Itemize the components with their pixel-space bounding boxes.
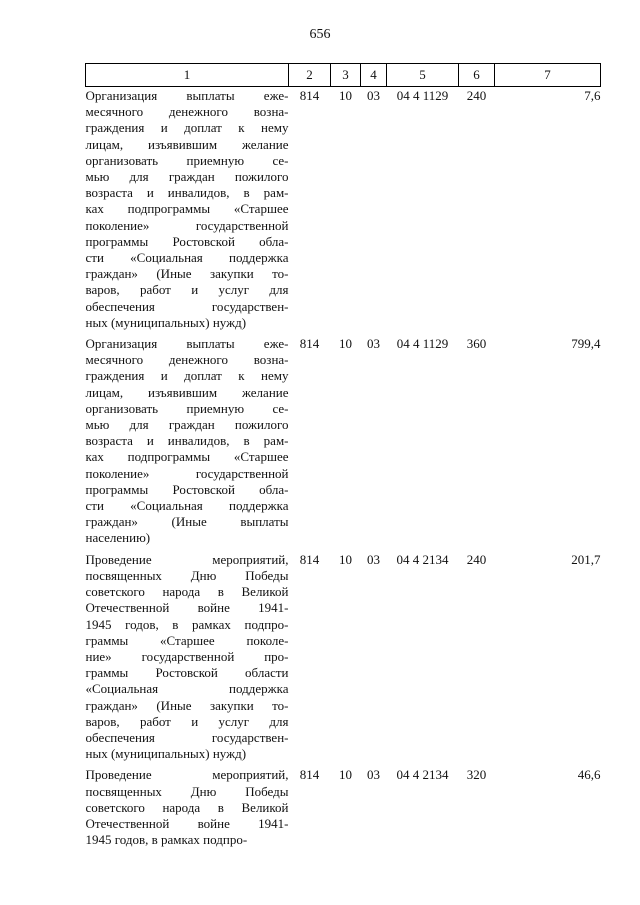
row-description <box>86 335 289 551</box>
header-col-3: 3 <box>331 64 361 87</box>
description-line: населению) <box>85 530 151 546</box>
description-line: граждан» (Иные закупки то- <box>85 697 289 713</box>
description-line: лицам, изъявившим желание <box>85 384 289 400</box>
description-line: 1945 годов, в рамках подпро- <box>85 832 248 848</box>
header-col-2: 2 <box>289 64 331 87</box>
cell-section: 10 <box>339 767 352 783</box>
description-line: Организация выплаты еже- <box>85 336 289 352</box>
cell-amount: 46,6 <box>577 767 601 783</box>
cell-target-article: 04 4 2134 <box>396 767 449 783</box>
description-line: Проведение мероприятий, <box>85 551 289 567</box>
description-line: организовать приемную се- <box>85 152 289 168</box>
cell-expense-type: 320 <box>466 767 487 783</box>
description-line: посвященных Дню Победы <box>85 783 289 799</box>
table-row <box>86 766 601 852</box>
description-line: Отечественной войне 1941- <box>85 815 289 831</box>
cell-code-admin: 814 <box>299 88 320 103</box>
cell-subsection: 03 <box>367 767 380 783</box>
header-col-7: 7 <box>495 64 601 87</box>
description-line: граммы «Старшее поколе- <box>85 632 289 648</box>
cell-target-article: 04 4 1129 <box>396 88 449 103</box>
header-col-6: 6 <box>459 64 495 87</box>
description-line: организовать приемную се- <box>85 400 289 416</box>
description-line: варов, работ и услуг для <box>85 282 289 298</box>
page-number: 656 <box>309 27 331 42</box>
description-line: возраста и инвалидов, в рам- <box>85 185 289 201</box>
description-line: граммы Ростовской области <box>85 665 289 681</box>
description-line: граждан» (Иные выплаты <box>85 514 289 530</box>
description-line: программы Ростовской обла- <box>85 481 289 497</box>
cell-section: 10 <box>339 336 352 352</box>
description-line: программы Ростовской обла- <box>85 233 289 249</box>
cell-subsection: 03 <box>367 88 380 103</box>
cell-expense-type: 240 <box>466 551 487 567</box>
description-line: варов, работ и услуг для <box>85 713 289 729</box>
description-line: 1945 годов, в рамках подпро- <box>85 616 289 632</box>
description-line: граждения и доплат к нему <box>85 368 289 384</box>
description-line: ных (муниципальных) нужд) <box>85 746 247 762</box>
description-line: «Социальная поддержка <box>85 681 289 697</box>
description-line: месячного денежного возна- <box>85 352 289 368</box>
description-line: возраста и инвалидов, в рам- <box>85 433 289 449</box>
header-col-1: 1 <box>86 64 289 87</box>
description-line: Проведение мероприятий, <box>85 767 289 783</box>
description-line: посвященных Дню Победы <box>85 567 289 583</box>
budget-table <box>85 63 601 852</box>
description-line: Организация выплаты еже- <box>85 88 289 103</box>
cell-amount: 7,6 <box>584 88 601 103</box>
cell-expense-type: 240 <box>466 88 487 103</box>
header-col-5: 5 <box>387 64 459 87</box>
table-row <box>86 551 601 767</box>
description-line: ках подпрограммы «Старшее <box>85 449 289 465</box>
description-line: граждения и доплат к нему <box>85 120 289 136</box>
description-line: советского народа в Великой <box>85 799 289 815</box>
cell-amount: 201,7 <box>571 551 601 567</box>
table-row <box>86 335 601 551</box>
header-col-4: 4 <box>361 64 387 87</box>
description-line: мью для граждан пожилого <box>85 417 289 433</box>
row-description <box>86 87 289 336</box>
description-line: обеспечения государствен- <box>85 729 289 745</box>
cell-section: 10 <box>339 551 352 567</box>
cell-subsection: 03 <box>367 336 380 352</box>
description-line: поколение» государственной <box>85 217 289 233</box>
cell-subsection: 03 <box>367 551 380 567</box>
row-description <box>86 766 289 852</box>
description-line: сти «Социальная поддержка <box>85 250 289 266</box>
description-line: Отечественной войне 1941- <box>85 600 289 616</box>
description-line: лицам, изъявившим желание <box>85 136 289 152</box>
cell-code-admin: 814 <box>299 336 320 352</box>
table-row <box>86 87 601 336</box>
description-line: обеспечения государствен- <box>85 298 289 314</box>
cell-section: 10 <box>339 88 352 103</box>
description-line: граждан» (Иные закупки то- <box>85 266 289 282</box>
description-line: ние» государственной про- <box>85 648 289 664</box>
cell-code-admin: 814 <box>299 767 320 783</box>
cell-amount: 799,4 <box>571 336 601 352</box>
description-line: ных (муниципальных) нужд) <box>85 314 247 330</box>
description-line: сти «Социальная поддержка <box>85 498 289 514</box>
cell-code-admin: 814 <box>299 551 320 567</box>
description-line: ках подпрограммы «Старшее <box>85 201 289 217</box>
cell-target-article: 04 4 1129 <box>396 336 449 352</box>
description-line: поколение» государственной <box>85 465 289 481</box>
header-row <box>86 64 601 87</box>
row-description <box>86 551 289 767</box>
description-line: советского народа в Великой <box>85 584 289 600</box>
cell-target-article: 04 4 2134 <box>396 551 449 567</box>
cell-expense-type: 360 <box>466 336 487 352</box>
description-line: месячного денежного возна- <box>85 104 289 120</box>
description-line: мью для граждан пожилого <box>85 169 289 185</box>
